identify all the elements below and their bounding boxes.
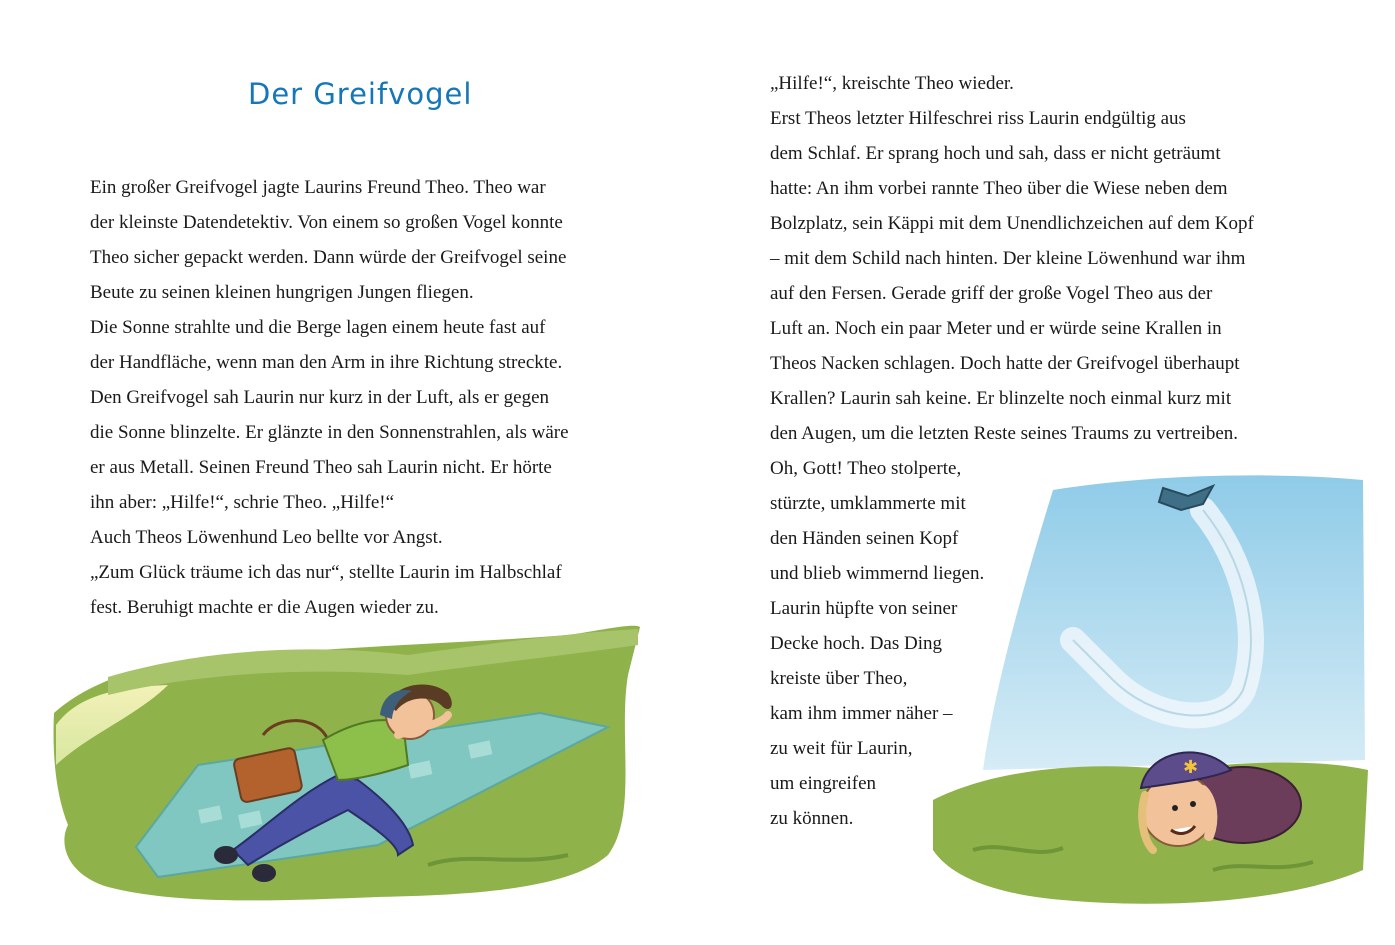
shoe-left (214, 846, 238, 864)
text-line: Theos Nacken schlagen. Doch hatte der Greifvogel überhaupt (770, 353, 1240, 374)
text-line: „Zum Glück träume ich das nur“, stellte Laurin im Halbschlaf (90, 562, 562, 583)
text-line: kam ihm immer näher – (770, 703, 953, 724)
text-line: Die Sonne strahlte und die Berge lagen einem heute fast auf (90, 317, 546, 338)
text-line: er aus Metall. Seinen Freund Theo sah Laurin nicht. Er hörte (90, 457, 552, 478)
text-line: stürzte, umklammerte mit (770, 493, 966, 514)
theo-fallen-illustration (913, 470, 1383, 915)
text-line: Erst Theos letzter Hilfeschrei riss Laurin endgültig aus (770, 108, 1186, 129)
left-page (0, 0, 697, 945)
text-line: dem Schlaf. Er sprang hoch und sah, dass er nicht geträumt (770, 143, 1221, 164)
left-page-text (90, 170, 569, 625)
text-line: Ein großer Greifvogel jagte Laurins Freund Theo. Theo war (90, 177, 546, 198)
text-line: und blieb wimmernd liegen. (770, 563, 985, 584)
right-page (698, 0, 1395, 945)
laurin-sleeping-illustration (48, 615, 648, 915)
text-line: den Augen, um die letzten Reste seines Traums zu vertreiben. (770, 423, 1239, 444)
text-line: Oh, Gott! Theo stolperte, (770, 458, 962, 479)
text-line: auf den Fersen. Gerade griff der große Vogel Theo aus der (770, 283, 1213, 304)
theo-eye (1190, 801, 1196, 807)
text-line: kreiste über Theo, (770, 668, 908, 689)
chapter-title: Der Greifvogel (248, 77, 473, 112)
text-line: Theo sicher gepackt werden. Dann würde der Greifvogel seine (90, 247, 567, 268)
text-line: den Händen seinen Kopf (770, 528, 959, 549)
text-line: ihn aber: „Hilfe!“, schrie Theo. „Hilfe!“ (90, 492, 395, 513)
text-line: Krallen? Laurin sah keine. Er blinzelte noch einmal kurz mit (770, 388, 1232, 409)
text-line: „Hilfe!“, kreischte Theo wieder. (770, 73, 1014, 94)
text-line: der kleinste Datendetektiv. Von einem so großen Vogel konnte (90, 212, 563, 233)
text-line: um eingreifen (770, 773, 877, 794)
text-line: Auch Theos Löwenhund Leo bellte vor Angst. (90, 527, 443, 548)
text-line: die Sonne blinzelte. Er glänzte in den Sonnenstrahlen, als wäre (90, 422, 569, 443)
theo-eye (1172, 805, 1178, 811)
text-line: Luft an. Noch ein paar Meter und er würde seine Krallen in (770, 318, 1222, 339)
text-line: zu können. (770, 808, 854, 829)
text-line: – mit dem Schild nach hinten. Der kleine Löwenhund war ihm (770, 248, 1246, 269)
text-line: der Handfläche, wenn man den Arm in ihre Richtung streckte. (90, 352, 563, 373)
text-line: zu weit für Laurin, (770, 738, 913, 759)
text-line: Laurin hüpfte von seiner (770, 598, 958, 619)
text-line: Beute zu seinen kleinen hungrigen Jungen fliegen. (90, 282, 474, 303)
text-line: Decke hoch. Das Ding (770, 633, 943, 654)
text-line: fest. Beruhigt machte er die Augen wieder zu. (90, 597, 439, 618)
shoe-right (252, 864, 276, 882)
text-line: Den Greifvogel sah Laurin nur kurz in der Luft, als er gegen (90, 387, 549, 408)
text-line: hatte: An ihm vorbei rannte Theo über die Wiese neben dem (770, 178, 1228, 199)
text-line: Bolzplatz, sein Käppi mit dem Unendlichzeichen auf dem Kopf (770, 213, 1254, 234)
cap-star-icon: ✱ (1183, 757, 1199, 778)
